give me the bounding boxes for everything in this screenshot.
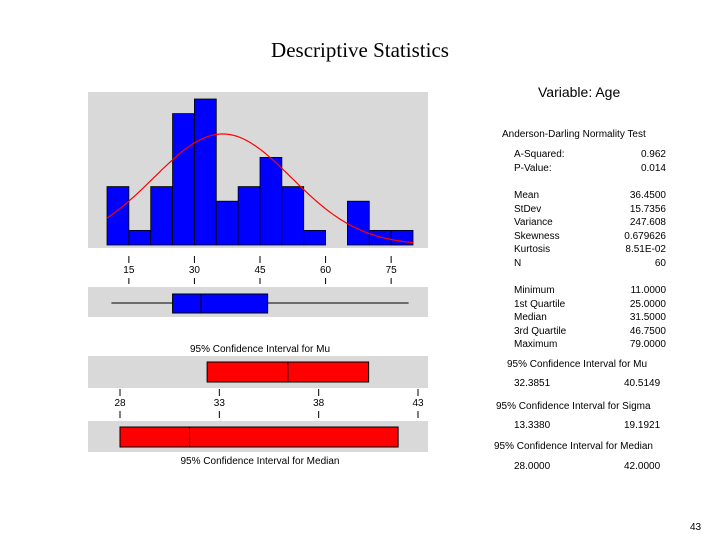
ci-sigma-title: 95% Confidence Interval for Sigma <box>496 401 651 412</box>
stat-label: 1st Quartile <box>514 298 566 310</box>
ci-median-title: 95% Confidence Interval for Median <box>494 441 653 452</box>
stat-value: 36.4500 <box>629 190 666 201</box>
stat-row <box>514 243 666 257</box>
stat-label: Kurtosis <box>514 244 551 256</box>
ci-mu-title: 95% Confidence Interval for Mu <box>507 359 648 370</box>
ad-test-title: Anderson-Darling Normality Test <box>502 129 646 140</box>
stat-row <box>514 298 666 312</box>
histogram-bar <box>194 99 216 245</box>
stat-row <box>514 162 666 176</box>
quartile-stats-group <box>514 284 666 352</box>
stat-row <box>514 203 666 217</box>
ad-stats-group <box>514 148 666 175</box>
ci-median-high: 42.0000 <box>624 461 661 472</box>
ci-mu-low: 32.3851 <box>514 378 551 389</box>
hist-tick-label: 60 <box>320 265 332 276</box>
stat-row <box>514 284 666 298</box>
stat-value: 46.7500 <box>629 325 666 337</box>
stat-label: StDev <box>514 203 542 215</box>
stat-value: 8.51E-02 <box>625 244 666 256</box>
stat-value: 25.0000 <box>629 298 666 310</box>
stat-value: 15.7356 <box>629 203 666 215</box>
stat-row <box>514 216 666 230</box>
ci-sigma-high: 19.1921 <box>624 420 661 431</box>
histogram-bar <box>216 201 238 245</box>
stat-row <box>514 148 666 162</box>
stat-label: Mean <box>514 190 540 201</box>
page-number: 43 <box>690 522 702 533</box>
stat-value: 11.0000 <box>630 285 666 296</box>
stat-label: A-Squared: <box>514 149 565 160</box>
histogram-bar <box>347 201 369 245</box>
histogram-bar <box>238 187 260 245</box>
hist-tick-label: 30 <box>188 265 200 276</box>
ci-median-low: 28.0000 <box>514 461 551 472</box>
ci-axis-tick-label: 33 <box>213 398 225 409</box>
ci-axis-tick-label: 43 <box>412 398 424 409</box>
stat-label: N <box>514 257 522 269</box>
ci-mu-high: 40.5149 <box>624 378 661 389</box>
histogram-bar <box>369 230 391 245</box>
stat-value: 0.014 <box>640 162 666 174</box>
page-title: Descriptive Statistics <box>271 38 449 62</box>
ci-median-bar <box>120 427 398 447</box>
stat-row <box>514 189 666 203</box>
stat-label: Skewness <box>514 230 560 242</box>
histogram-bar <box>260 157 282 245</box>
histogram-bar <box>282 187 304 245</box>
histogram-bar <box>151 187 173 245</box>
moment-stats-group <box>514 189 666 271</box>
stat-label: 3rd Quartile <box>514 325 567 337</box>
stat-row <box>514 257 666 271</box>
stat-value: 247.608 <box>629 217 666 229</box>
ci-mu-chart-label: 95% Confidence Interval for Mu <box>189 344 331 355</box>
stat-label: P-Value: <box>514 162 552 174</box>
stat-value: 31.5000 <box>629 312 666 324</box>
stat-row <box>514 325 666 339</box>
stat-label: Variance <box>514 217 553 229</box>
stat-label: Median <box>514 312 547 324</box>
histogram-bar <box>304 230 326 245</box>
stat-row <box>514 311 666 325</box>
stat-label: Minimum <box>514 285 555 296</box>
histogram-bar <box>173 114 195 245</box>
stat-value: 0.679626 <box>624 230 666 242</box>
boxplot-box <box>173 294 268 313</box>
hist-tick-label: 45 <box>254 265 266 276</box>
stat-value: 79.0000 <box>629 339 666 351</box>
ci-axis-tick-label: 38 <box>313 398 325 409</box>
variable-label: Variable: Age <box>538 84 621 100</box>
ci-median-chart-label: 95% Confidence Interval for Median <box>180 456 340 467</box>
hist-tick-label: 15 <box>123 265 135 276</box>
stat-row <box>514 230 666 244</box>
stat-label: Maximum <box>514 339 558 351</box>
ci-axis-tick-label: 28 <box>114 398 126 409</box>
stat-value: 0.962 <box>640 149 666 160</box>
stat-value: 60 <box>654 257 666 269</box>
stat-row <box>514 338 666 352</box>
histogram-bar <box>129 230 151 245</box>
hist-tick-label: 75 <box>385 265 397 276</box>
ci-sigma-low: 13.3380 <box>514 420 551 431</box>
